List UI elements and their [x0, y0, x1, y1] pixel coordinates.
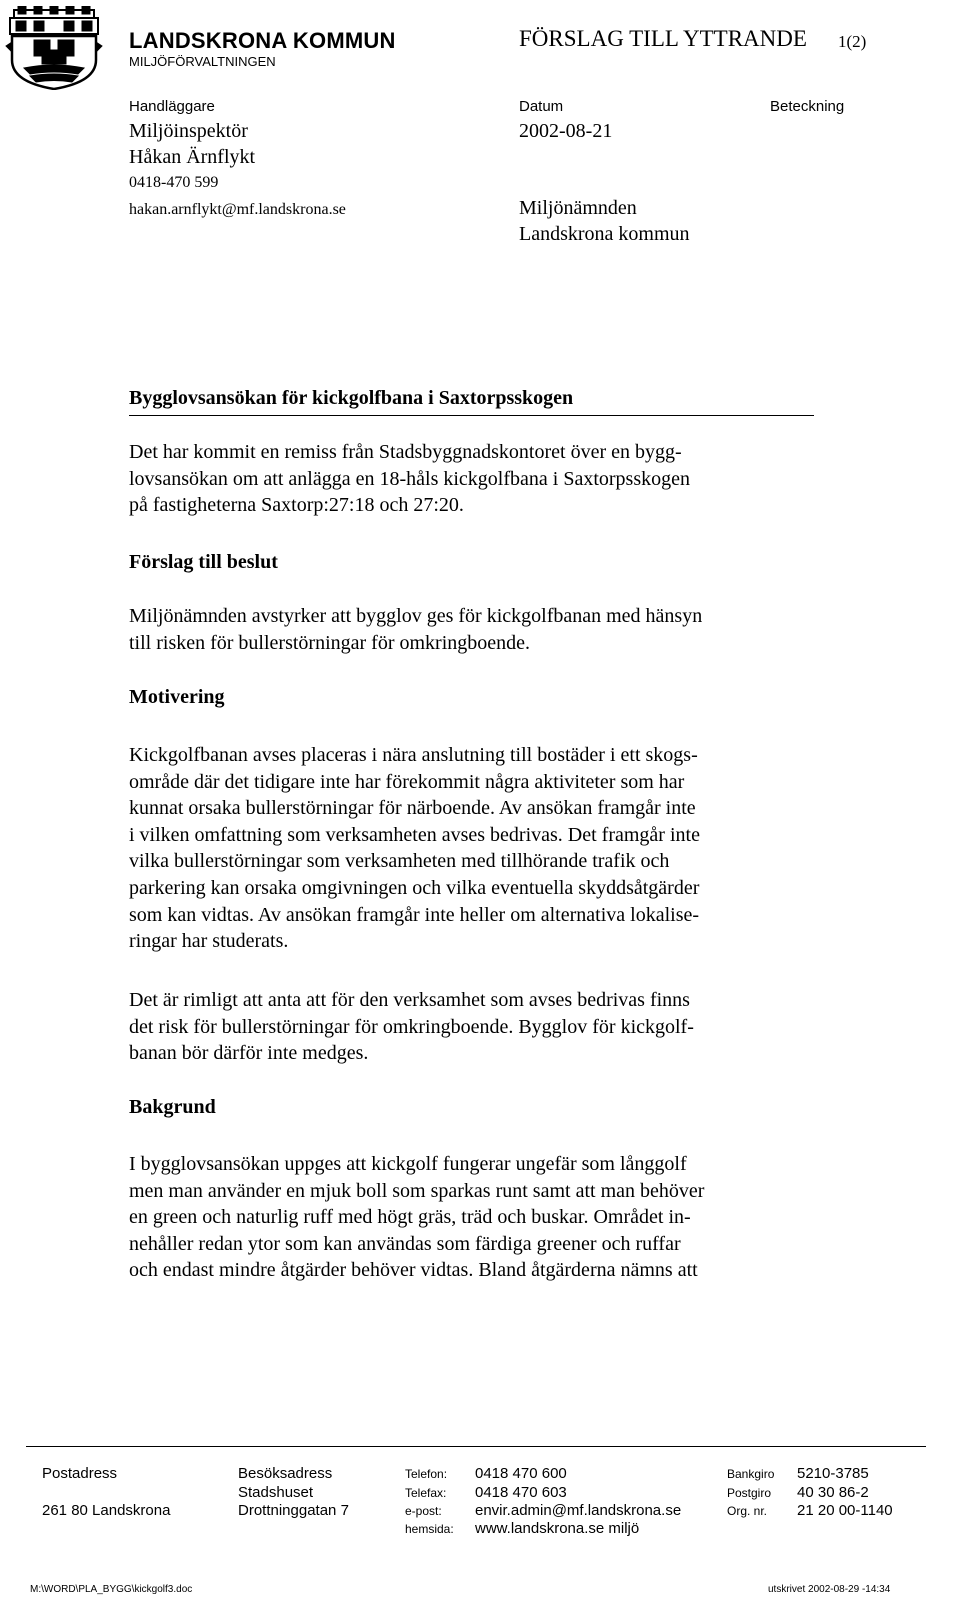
- heading-forslag: Förslag till beslut: [129, 551, 278, 573]
- telefax-label: Telefax:: [405, 1486, 447, 1500]
- footer-divider: [26, 1446, 926, 1447]
- officer-phone: 0418-470 599: [129, 174, 219, 191]
- bankgiro-label: Bankgiro: [727, 1467, 775, 1481]
- intro-line: lovsansökan om att anlägga en 18-håls kickgolfbana i Saxtorpsskogen: [129, 467, 690, 490]
- bakgrund-line: I bygglovsansökan uppges att kickgolf fungerar ungefär som långgolf: [129, 1153, 687, 1175]
- page-number: 1(2): [838, 32, 867, 51]
- file-path: M:\WORD\PLA_BYGG\kickgolf3.doc: [30, 1584, 193, 1595]
- besoksadress-line-2: Drottninggatan 7: [238, 1502, 349, 1519]
- motivering-line: kunnat orsaka bullerstörningar för närboende. Av ansökan framgår inte: [129, 797, 696, 820]
- intro-line: på fastigheterna Saxtorp:27:18 och 27:20.: [129, 494, 464, 517]
- forslag-line: Miljönämnden avstyrker att bygglov ges för kickgolfbanan med hänsyn: [129, 605, 703, 627]
- organization-department: MILJÖFÖRVALTNINGEN: [129, 54, 276, 69]
- print-timestamp: utskrivet 2002-08-29 -14:34: [768, 1584, 891, 1595]
- coat-of-arms-logo: [4, 6, 104, 90]
- recipient-line-1: Miljönämnden: [519, 197, 637, 219]
- bakgrund-line: en green och naturlig ruff med högt gräs, träd och buskar. Området in-: [129, 1206, 691, 1229]
- motivering-line: ringar har studerats.: [129, 930, 289, 953]
- hemsida-value: www.landskrona.se miljö: [475, 1520, 640, 1537]
- motivering-line: område där det tidigare inte har förekommit några aktiviteter som har: [129, 770, 685, 793]
- heading-motivering: Motivering: [129, 686, 225, 708]
- heading-bakgrund: Bakgrund: [129, 1096, 216, 1118]
- document-date: 2002-08-21: [519, 120, 613, 142]
- telefax-value: 0418 470 603: [475, 1484, 567, 1501]
- bakgrund-line: men man använder en mjuk boll som sparkas runt samt att man behöver: [129, 1179, 705, 1202]
- document-title: Bygglovsansökan för kickgolfbana i Saxtorpsskogen: [129, 387, 574, 409]
- bakgrund-line: nehåller redan ytor som kan användas som färdiga greener och ruffar: [129, 1232, 681, 1255]
- postadress-label: Postadress: [42, 1465, 118, 1482]
- bankgiro-value: 5210-3785: [797, 1465, 869, 1482]
- officer-name: Håkan Ärnflykt: [129, 146, 256, 168]
- orgnr-value: 21 20 00-1140: [797, 1502, 893, 1519]
- title-underline: [129, 415, 814, 416]
- bakgrund-paragraph: [129, 1151, 704, 1284]
- epost-value: envir.admin@mf.landskrona.se: [475, 1502, 682, 1519]
- motivering-line: Kickgolfbanan avses placeras i nära anslutning till bostäder i ett skogs-: [129, 744, 698, 766]
- motivering-line: parkering kan orsaka omgivningen och vilka eventuella skyddsåtgärder: [129, 876, 700, 899]
- hemsida-label: hemsida:: [405, 1522, 454, 1536]
- postgiro-label: Postgiro: [727, 1486, 772, 1500]
- orgnr-label: Org. nr.: [727, 1504, 768, 1518]
- organization-name: LANDSKRONA KOMMUN: [129, 28, 396, 53]
- officer-title: Miljöinspektör: [129, 120, 248, 142]
- motivering-line: det risk för bullerstörningar för omkringboende. Bygglov för kickgolf-: [129, 1015, 694, 1038]
- motivering-line: i vilken omfattning som verksamheten avses bedrivas. Det framgår inte: [129, 823, 700, 846]
- bakgrund-line: och endast mindre åtgärder behöver vidtas. Bland åtgärderna nämns att: [129, 1259, 698, 1282]
- forslag-line: till risken för bullerstörningar för omkringboende.: [129, 631, 531, 654]
- recipient-line-2: Landskrona kommun: [519, 223, 690, 245]
- motivering-paragraph-1: [129, 742, 700, 955]
- besoksadress-line-1: Stadshuset: [238, 1484, 314, 1501]
- besoksadress-label: Besöksadress: [238, 1465, 333, 1482]
- document-type: FÖRSLAG TILL YTTRANDE: [519, 26, 807, 51]
- postadress-value: 261 80 Landskrona: [42, 1502, 171, 1519]
- postgiro-value: 40 30 86-2: [797, 1484, 869, 1501]
- officer-email: hakan.arnflykt@mf.landskrona.se: [129, 201, 346, 218]
- motivering-line: Det är rimligt att anta att för den verksamhet som avses bedrivas finns: [129, 989, 690, 1011]
- beteckning-label: Beteckning: [770, 98, 845, 115]
- motivering-line: vilka bullerstörningar som verksamheten med tillhörande trafik och: [129, 850, 670, 873]
- motivering-paragraph-2: [129, 987, 694, 1067]
- telefon-label: Telefon:: [405, 1467, 448, 1481]
- forslag-paragraph: [129, 603, 702, 656]
- motivering-line: banan bör därför inte medges.: [129, 1042, 369, 1065]
- intro-line: Det har kommit en remiss från Stadsbyggnadskontoret över en bygg-: [129, 441, 682, 463]
- handlaggare-label: Handläggare: [129, 98, 215, 115]
- motivering-line: som kan vidtas. Av ansökan framgår inte heller om alternativa lokalise-: [129, 903, 700, 926]
- telefon-value: 0418 470 600: [475, 1465, 567, 1482]
- intro-paragraph: [129, 439, 690, 519]
- epost-label: e-post:: [405, 1504, 442, 1518]
- datum-label: Datum: [519, 98, 564, 115]
